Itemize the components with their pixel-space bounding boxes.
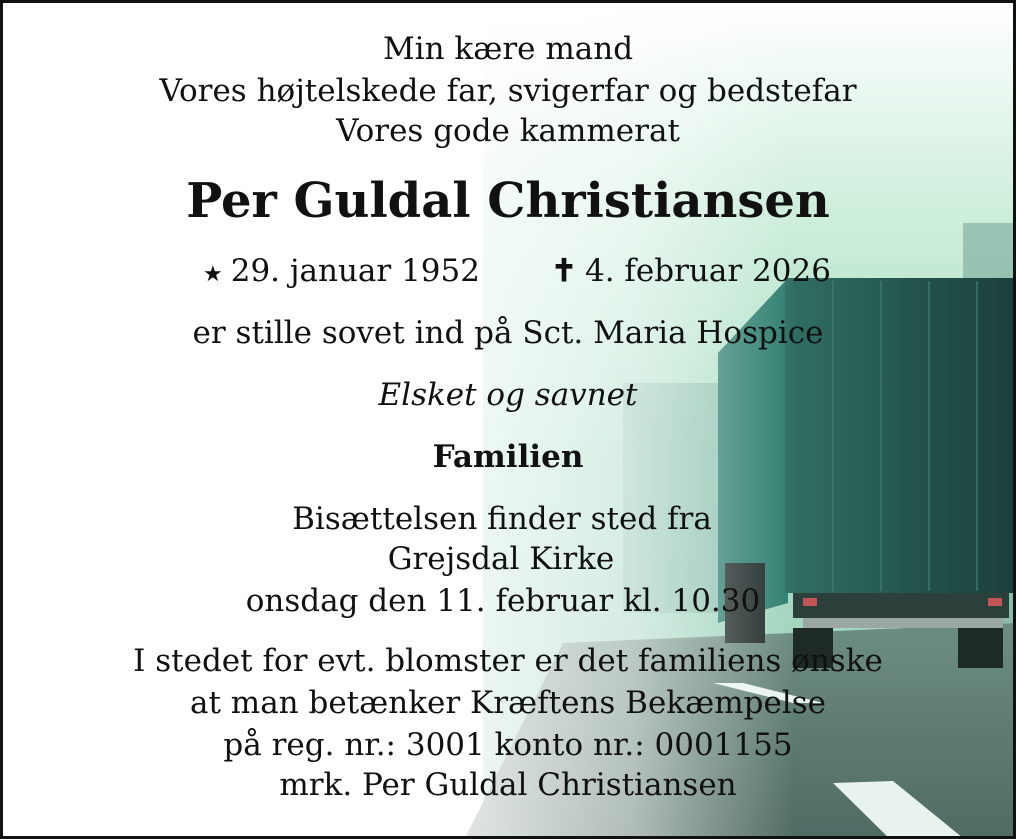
death-date-group xyxy=(551,253,831,289)
intro-line: Vores gode kammerat xyxy=(336,113,680,149)
funeral-line: Bisættelsen finder sted fra xyxy=(292,501,712,537)
intro-line: Vores højtelskede far, svigerfar og bedstefar xyxy=(159,73,857,109)
donation-line: I stedet for evt. blomster er det familiens ønske xyxy=(133,643,883,679)
life-dates xyxy=(3,253,1013,293)
funeral-church: Grejsdal Kirke xyxy=(387,541,615,577)
death-date: 4. februar 2026 xyxy=(584,253,831,289)
passing-statement: er stille sovet ind på Sct. Maria Hospice xyxy=(192,315,824,351)
intro-line: Min kære mand xyxy=(382,31,634,67)
donation-mark: mrk. Per Guldal Christiansen xyxy=(279,767,737,803)
donation-account: på reg. nr.: 3001 konto nr.: 0001155 xyxy=(223,727,793,763)
signed-family: Familien xyxy=(432,439,584,475)
funeral-time: onsdag den 11. februar kl. 10.30 xyxy=(245,583,761,619)
donation-line: at man betænker Kræftens Bekæmpelse xyxy=(190,685,826,721)
tribute: Elsket og savnet xyxy=(378,377,638,413)
cross-icon: ✝ xyxy=(551,253,577,289)
star-icon: ★ xyxy=(203,262,223,287)
birth-date-group xyxy=(203,253,480,289)
deceased-name: Per Guldal Christiansen xyxy=(186,173,830,229)
birth-date: 29. januar 1952 xyxy=(230,253,480,289)
